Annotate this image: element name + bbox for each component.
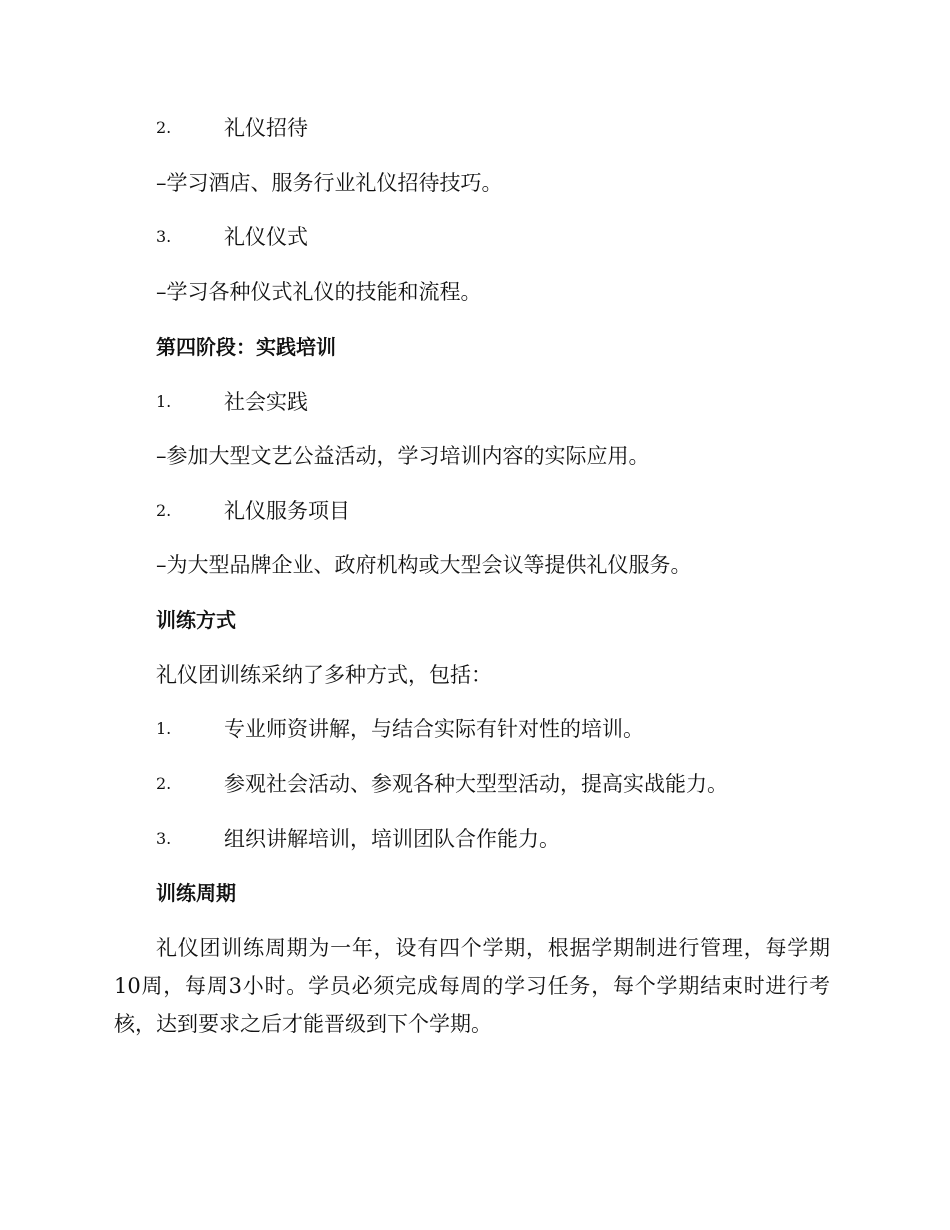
list-number: 3. bbox=[156, 829, 172, 848]
list-number: 2. bbox=[156, 118, 172, 137]
list-number: 1. bbox=[156, 392, 172, 411]
list-item-title: 礼仪仪式 bbox=[224, 225, 308, 249]
list-number: 2. bbox=[156, 774, 172, 793]
list-number: 1. bbox=[156, 719, 172, 738]
list-item-text: 组织讲解培训，培训团队合作能力。 bbox=[224, 827, 560, 851]
list-item-text: 参观社会活动、参观各种大型型活动，提高实战能力。 bbox=[224, 772, 728, 796]
list-item-title: 礼仪招待 bbox=[224, 116, 308, 140]
section-heading-stage4: 第四阶段：实践培训 bbox=[156, 335, 336, 359]
list-item-text: 专业师资讲解，与结合实际有针对性的培训。 bbox=[224, 717, 644, 741]
training-methods-intro: 礼仪团训练采纳了多种方式，包括： bbox=[156, 663, 492, 687]
list-item-description: –学习酒店、服务行业礼仪招待技巧。 bbox=[156, 171, 503, 195]
section-heading-training-methods: 训练方式 bbox=[156, 608, 236, 632]
list-item-description: –学习各种仪式礼仪的技能和流程。 bbox=[156, 280, 482, 304]
list-number: 3. bbox=[156, 227, 172, 246]
list-number: 2. bbox=[156, 501, 172, 520]
list-item-title: 礼仪服务项目 bbox=[224, 499, 350, 523]
list-item-title: 社会实践 bbox=[224, 390, 308, 414]
list-item-description: –为大型品牌企业、政府机构或大型会议等提供礼仪服务。 bbox=[156, 553, 692, 577]
section-heading-training-cycle: 训练周期 bbox=[156, 881, 236, 905]
list-item-description: –参加大型文艺公益活动，学习培训内容的实际应用。 bbox=[156, 444, 650, 468]
training-cycle-paragraph: 礼仪团训练周期为一年，设有四个学期，根据学期制进行管理，每学期10周，每周3小时。学员必须完成每周的学习任务，每个学期结束时进行考核，达到要求之后才能晋级到下个学期。 bbox=[114, 936, 830, 1036]
